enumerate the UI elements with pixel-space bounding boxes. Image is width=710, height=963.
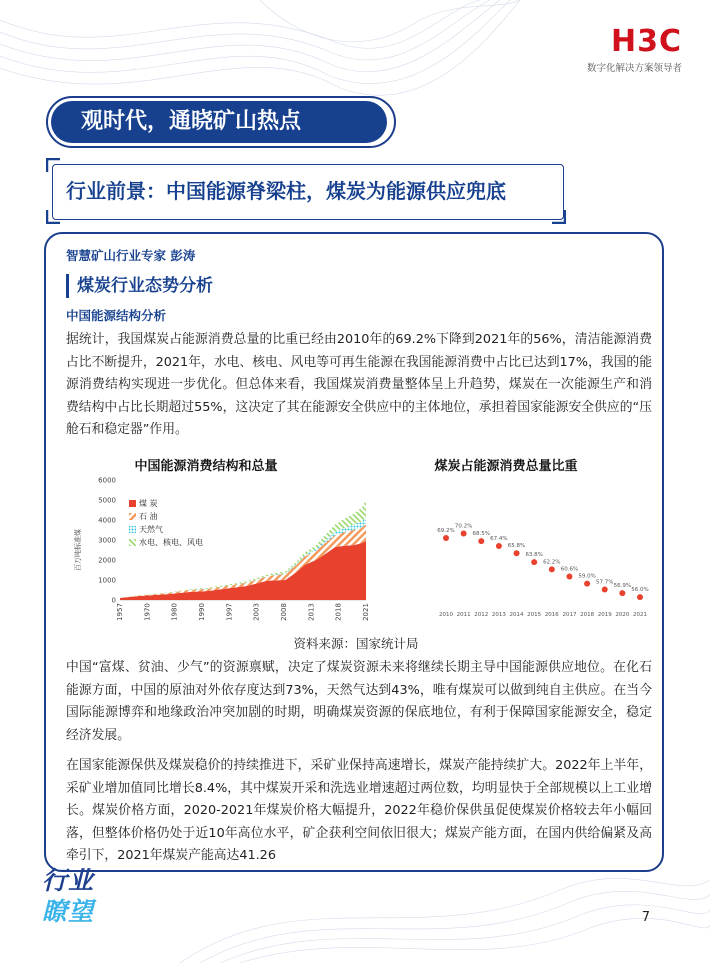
chart2-xtick-label: 2020	[615, 612, 630, 618]
sub-heading: 中国能源结构分析	[66, 308, 167, 323]
chart2-xtick-label: 2014	[509, 612, 524, 618]
chart1-ytick-label: 6000	[98, 476, 116, 485]
chart2-point	[584, 581, 590, 587]
chart2-xtick-label: 2011	[456, 612, 471, 618]
chart2-data-label: 70.2%	[454, 523, 473, 530]
chart2-x-ticks	[439, 612, 647, 618]
chart1-xtick-label: 1980	[170, 603, 179, 621]
footer-brand	[42, 865, 94, 927]
chart2-point	[566, 574, 572, 580]
title-banner-text: 观时代，通晓矿山热点	[51, 101, 387, 143]
chart1-legend-swatch	[129, 539, 136, 546]
section-heading: 煤炭行业态势分析	[66, 274, 213, 298]
footer-brand-line1: 行业	[42, 866, 95, 895]
h3c-logo	[587, 26, 682, 74]
article-card	[44, 232, 664, 872]
chart2-xtick-label: 2015	[527, 612, 542, 618]
chart2-point	[461, 531, 467, 537]
chart1-xtick-label: 1957	[116, 603, 124, 621]
chart2-data-label: 63.8%	[525, 552, 543, 559]
logo-tagline: 数字化解决方案领导者	[586, 63, 682, 74]
chart2-xtick-label: 2017	[562, 612, 577, 618]
chart2-data-label: 69.2%	[437, 527, 455, 534]
subtitle-box	[46, 158, 566, 224]
chart2-points	[437, 524, 648, 601]
chart1-ylabel: 百万吨标准煤	[74, 529, 82, 571]
chart2-point	[514, 550, 520, 556]
chart2-xtick-label: 2012	[474, 612, 489, 618]
chart1-title: 中国能源消费结构和总量	[134, 459, 278, 474]
author-line: 智慧矿山行业专家 彭涛	[66, 248, 196, 263]
chart2-point	[478, 538, 484, 544]
chart1-xtick-label: 1970	[143, 603, 152, 621]
chart2-data-label: 67.4%	[490, 536, 508, 543]
chart2-xtick-label: 2013	[491, 612, 506, 618]
chart1-xtick-label: 2018	[334, 603, 343, 621]
chart1-x-ticks	[116, 603, 370, 621]
chart2-xtick-label: 2019	[597, 612, 612, 618]
source-note: 资料来源：国家统计局	[293, 636, 419, 651]
chart2-data-label: 56.9%	[613, 583, 632, 590]
chart2-title: 煤炭占能源消费总量比重	[434, 459, 578, 474]
chart1-legend-swatch	[129, 513, 136, 520]
chart1-xtick-label: 1990	[198, 603, 206, 621]
chart1-ytick-label: 5000	[98, 496, 116, 505]
page-number: 7	[641, 910, 650, 925]
chart1-legend-label: 天然气	[139, 525, 163, 534]
chart1-legend-label: 水电、核电、风电	[139, 538, 203, 547]
chart2-data-label: 60.6%	[560, 566, 579, 573]
energy-consumption-area-chart	[50, 450, 370, 630]
title-banner	[46, 96, 396, 148]
chart1-legend-label: 石 油	[139, 512, 158, 521]
chart2-data-label: 62.2%	[543, 559, 561, 566]
footer-brand-line2: 瞭望	[42, 897, 95, 926]
chart1-legend-swatch	[129, 500, 136, 507]
subtitle-text: 行业前景：中国能源脊梁柱，煤炭为能源供应兜底	[66, 179, 506, 203]
chart2-point	[443, 535, 449, 541]
chart1-xtick-label: 2021	[362, 603, 370, 621]
chart2-point	[602, 587, 608, 593]
paragraph-resource-endowment: 中国“富煤、贫油、少气”的资源禀赋，决定了煤炭资源未来将继续长期主导中国能源供应地位。在化石能源方面，中国的原油对外依存度达到73%，天然气达到43%，唯有煤炭可以做到纯自主供应。在当今国际能源博弈和地缘政治冲突加剧的时期，明确煤炭资源的保底地位，有利于保障国家能源安全，稳定经济发展。	[66, 660, 652, 743]
chart1-ytick-label: 4000	[98, 516, 116, 525]
chart2-point	[549, 566, 555, 572]
chart2-xtick-label: 2018	[580, 612, 595, 618]
chart2-point	[531, 559, 537, 565]
chart2-data-label: 59.0%	[578, 573, 596, 580]
chart2-xtick-label: 2016	[544, 612, 559, 618]
chart1-xtick-label: 1997	[225, 603, 234, 621]
chart1-ytick-label: 1000	[98, 576, 116, 585]
chart1-ytick-label: 2000	[98, 556, 116, 565]
chart2-point	[619, 590, 625, 596]
logo-wordmark: H3C	[611, 24, 682, 59]
coal-share-scatter-chart	[376, 450, 666, 630]
paragraph-mining-growth: 在国家能源保供及煤炭稳价的持续推进下，采矿业保持高速增长，煤炭产能持续扩大。2022年上半年，采矿业增加值同比增长8.4%，其中煤炭开采和洗选业增速超过两位数，均明显快于全部规模以上工业增长。煤炭价格方面，2020-2021年煤炭价格大幅提升，2022年稳价保供虽促使煤炭价格较去年小幅回落，但整体价格仍处于近10年高位水平，矿企获利空间依旧很大；煤炭产能方面，在国内供给偏紧及高牵引下，2021年煤炭产能高达41.26	[66, 758, 652, 863]
chart2-point	[496, 543, 502, 549]
chart1-legend-label: 煤 炭	[139, 499, 158, 508]
chart1-xtick-label: 2003	[252, 603, 261, 621]
chart2-data-label: 56.0%	[631, 587, 649, 594]
chart1-legend-swatch	[129, 526, 136, 533]
chart1-xtick-label: 2008	[280, 603, 288, 621]
chart1-legend	[129, 498, 203, 547]
chart2-data-label: 68.5%	[472, 531, 491, 538]
chart2-xtick-label: 2021	[633, 612, 647, 618]
paragraph-energy-structure: 据统计，我国煤炭占能源消费总量的比重已经由2010年的69.2%下降到2021年的56%，清洁能源消费占比不断提升，2021年，水电、核电、风电等可再生能源在我国能源消费中占比已达到17%，我国的能源消费结构实现进一步优化。但总体来看，我国煤炭消费量整体呈上升趋势，煤炭在一次能源生产和消费结构中占比长期超过55%，这决定了其在能源安全供应中的主体地位，承担着国家能源安全供应的“压舱石和稳定器”作用。	[66, 332, 652, 437]
chart1-ytick-label: 0	[111, 596, 116, 605]
chart2-point	[637, 594, 643, 600]
chart1-xtick-label: 2013	[307, 603, 316, 621]
chart2-data-label: 57.7%	[595, 579, 614, 586]
chart2-data-label: 65.8%	[507, 543, 526, 550]
chart1-ytick-label: 3000	[98, 536, 116, 545]
chart2-xtick-label: 2010	[439, 612, 453, 618]
